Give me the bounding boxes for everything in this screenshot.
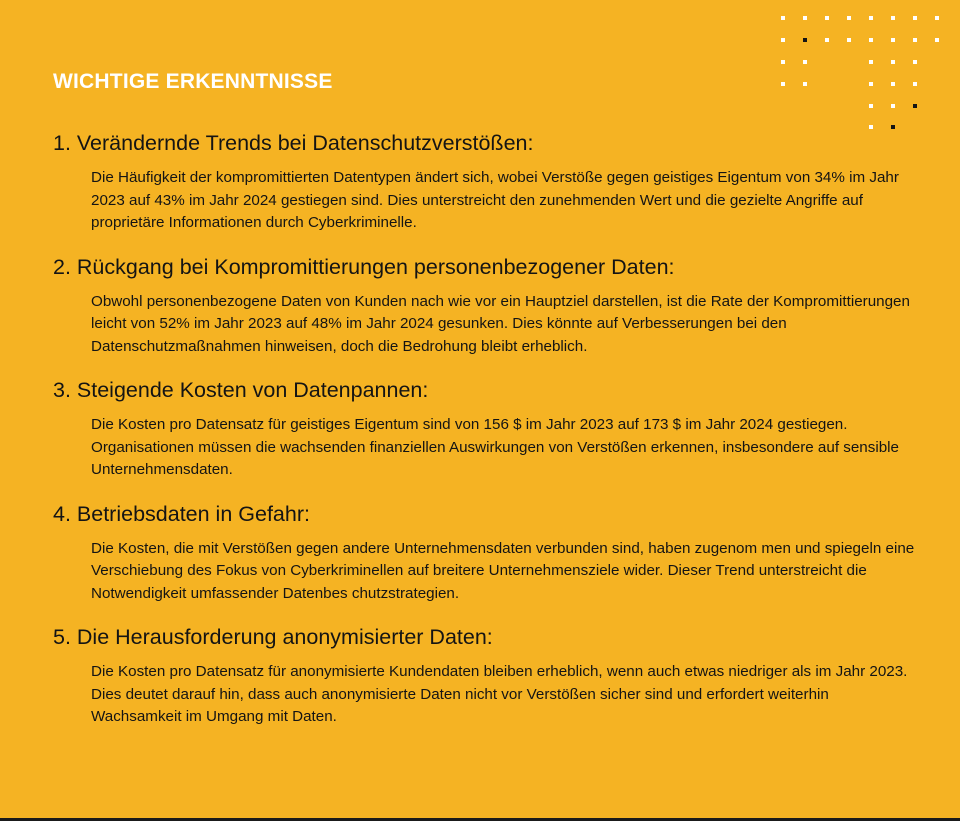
findings-list [53,130,923,748]
pattern-dot [913,82,917,86]
finding-heading: 2. Rückgang bei Kompromittierungen personenbezogener Daten: [53,254,675,279]
pattern-dot [825,16,829,20]
pattern-dot [803,60,807,64]
finding-body: Die Kosten pro Datensatz für anonymisierte Kundendaten bleiben erheblich, wenn auch etwas niedriger als im Jahr 2023. Dies deutet darauf hin, dass auch anonymisierte Daten nicht vor Verstößen sicher sind und erfordert weiterhin Wachsamkeit im Umgang mit Daten. [91,663,908,725]
pattern-dot [869,125,873,129]
finding-item [53,501,923,606]
finding-heading: 3. Steigende Kosten von Datenpannen: [53,378,429,402]
pattern-dot [781,82,785,86]
finding-body: Obwohl personenbezogene Daten von Kunden nach wie vor ein Hauptziel darstellen, ist die Rate der Kompromittierungen leicht von 52% im Jahr 2023 auf 48% im Jahr 2024 gesunken. Dies könnte auf Verbesserungen bei den Datenschutzmaßnahmen hinweisen, doch die Bedrohung bleibt erheblich. [91,292,910,355]
finding-body: Die Häufigkeit der kompromittierten Datentypen ändert sich, wobei Verstöße gegen geistiges Eigentum von 34% im Jahr 2023 auf 43% im Jahr 2024 gestiegen sind. Dies unterstreicht den zunehmenden Wert und die gezielte Angriffe auf proprietäre Informationen durch Cyberkriminelle. [91,169,899,231]
finding-item [53,377,923,482]
pattern-dot [913,104,917,108]
pattern-dot [891,38,895,42]
finding-item [53,624,923,729]
page-title: WICHTIGE ERKENNTNISSE [53,70,333,93]
finding-heading: 1. Verändernde Trends bei Datenschutzverstößen: [53,131,534,155]
pattern-dot [891,82,895,86]
pattern-dot [869,60,873,64]
pattern-dot [825,38,829,42]
pattern-dot [891,60,895,64]
pattern-dot [891,104,895,108]
pattern-dot [803,38,807,42]
pattern-dot [891,16,895,20]
finding-heading: 4. Betriebsdaten in Gefahr: [53,501,310,526]
pattern-dot [891,125,895,129]
finding-body: Die Kosten, die mit Verstößen gegen andere Unternehmensdaten verbunden sind, haben zugenom men und spiegeln eine Verschiebung des Fokus von Cyberkriminellen auf breitere Unternehmensziele wider. Dieser Trend unterstreicht die Notwendigkeit umfassender Datenbes chutzstrategien. [91,539,915,602]
pattern-dot [781,38,785,42]
pattern-dot [913,38,917,42]
pattern-dot [781,16,785,20]
pattern-dot [869,104,873,108]
finding-item [53,254,923,359]
pattern-dot [803,16,807,20]
pattern-dot [913,60,917,64]
finding-heading: 5. Die Herausforderung anonymisierter Daten: [53,625,493,649]
pattern-dot [869,82,873,86]
pattern-dot [781,60,785,64]
pattern-dot [869,16,873,20]
finding-body: Die Kosten pro Datensatz für geistiges Eigentum sind von 156 $ im Jahr 2023 auf 173 $ im Jahr 2024 gestiegen. Organisationen müssen die wachsenden finanziellen Auswirkungen von Verstößen erkennen, insbesondere auf sensible Unternehmensdaten. [91,416,899,478]
pattern-dot [935,16,939,20]
pattern-dot [847,16,851,20]
pattern-dot [913,16,917,20]
finding-item [53,130,923,235]
pattern-dot [935,38,939,42]
pattern-dot [803,82,807,86]
pattern-dot [869,38,873,42]
pattern-dot [847,38,851,42]
